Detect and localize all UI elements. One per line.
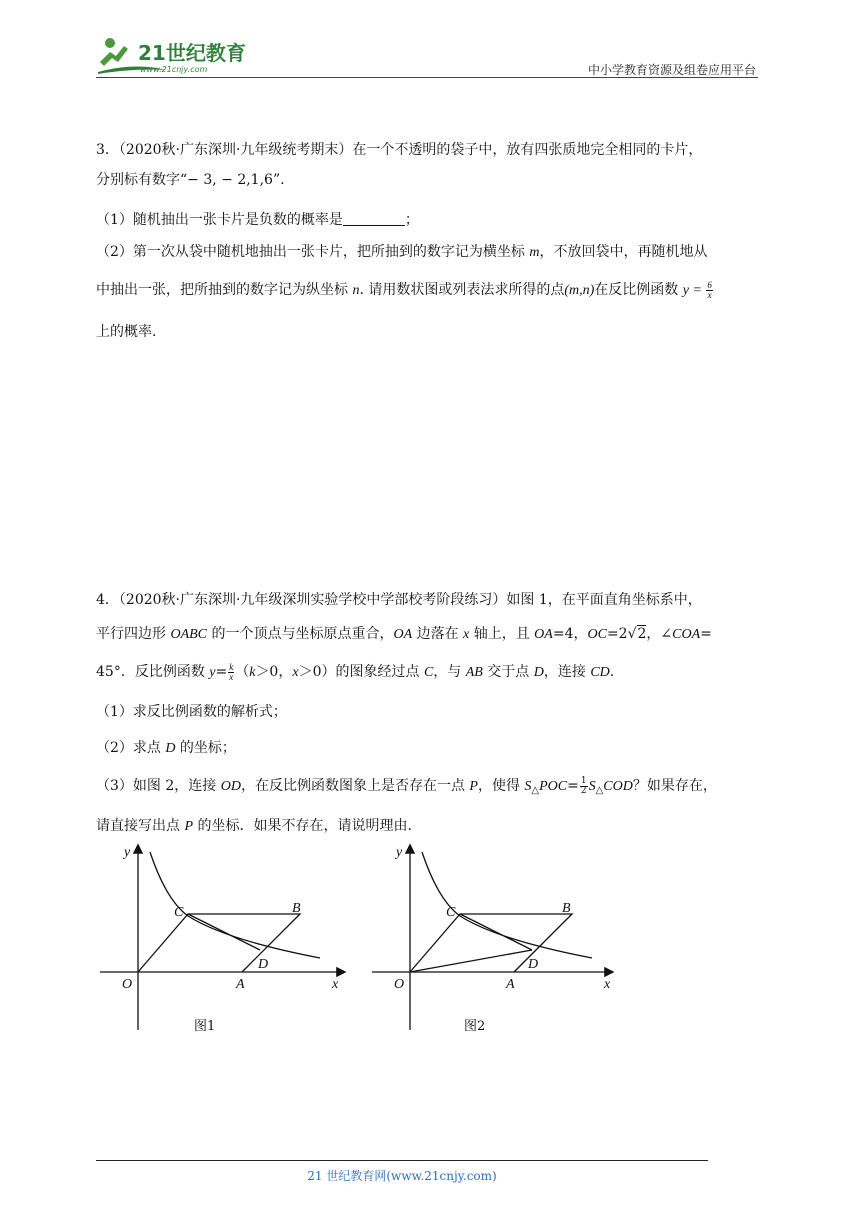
- q4-text: 轴上，且: [469, 626, 535, 642]
- q4-part1: （1）求反比例函数的解析式；: [96, 704, 287, 720]
- fraction-k-over-x: [228, 663, 234, 682]
- header-divider: [96, 77, 758, 78]
- var-oa: OA: [393, 627, 413, 642]
- q4-text: 边落在: [412, 626, 464, 642]
- q4-part3: [96, 776, 717, 801]
- fig1-parallelogram: [138, 914, 300, 972]
- var-x: x: [463, 627, 470, 642]
- header-platform-text: 中小学教育资源及组卷应用平台: [587, 63, 756, 77]
- var-y: y: [209, 665, 216, 680]
- var-n: n: [352, 283, 360, 298]
- fig2-segment-od: [410, 950, 532, 972]
- var-od: OD: [220, 779, 241, 794]
- q4-text: =4，: [552, 626, 588, 642]
- q4-text: 的坐标；: [175, 740, 236, 756]
- figure-1: [100, 846, 344, 1030]
- var-coa: COA: [672, 627, 701, 642]
- q4-text: =: [567, 778, 579, 794]
- var-oa: OA: [534, 627, 553, 642]
- fig1-segment-cd: [188, 914, 260, 950]
- q4-text: 平行四边形: [96, 626, 171, 642]
- fig1-caption: 图1: [194, 1019, 216, 1034]
- q4-text: ？如果存在，: [632, 778, 717, 794]
- q4-text: （: [235, 664, 250, 680]
- q4-text: （3）如图 2，连接: [96, 778, 221, 794]
- fraction-denominator: x: [229, 671, 234, 682]
- fig2-label-d: D: [528, 957, 539, 972]
- fraction-numerator: 1: [580, 775, 587, 786]
- logo-url: www.21cnjy.com: [140, 65, 208, 74]
- fraction-numerator: k: [229, 661, 234, 672]
- fraction-denominator: x: [707, 289, 712, 300]
- fig1-label-c: C: [174, 905, 184, 920]
- fig2-label-b: B: [562, 901, 571, 916]
- var-x: x: [292, 665, 299, 680]
- figure-2: [372, 846, 612, 1030]
- fig1-label-y: y: [124, 845, 131, 860]
- q4-text: 45°．反比例函数: [96, 664, 210, 680]
- q4-text: ＞0，: [255, 664, 293, 680]
- q4-text: ，使得: [477, 778, 525, 794]
- fig2-label-c: C: [446, 905, 456, 920]
- fraction-6-over-x: [706, 281, 713, 300]
- answer-blank: [343, 211, 405, 226]
- logo-runner-body: [100, 46, 128, 66]
- var-p: P: [469, 779, 478, 794]
- q3-part2-text-a: （2）第一次从袋中随机地抽出一张卡片，把所抽到的数字记为横坐标: [96, 244, 530, 260]
- q4-text: ＞0）的图象经过点: [298, 664, 424, 680]
- q4-text: 交于点: [482, 664, 534, 680]
- fraction-denominator: 2: [580, 785, 587, 796]
- fig2-label-o: O: [394, 977, 405, 992]
- sqrt-radicand: 2: [637, 626, 647, 642]
- var-poc: POC: [539, 779, 568, 794]
- point-mn: (m,n): [564, 283, 595, 298]
- var-m: m: [529, 245, 540, 260]
- fig2-segment-cd: [460, 914, 532, 950]
- q4-text: 请直接写出点: [96, 818, 185, 834]
- fig1-label-b: B: [292, 901, 301, 916]
- func-y: y =: [682, 283, 706, 298]
- var-oabc: OABC: [170, 627, 208, 642]
- var-p: P: [184, 819, 194, 834]
- triangle-symbol: △: [595, 785, 604, 796]
- fig1-label-d: D: [258, 957, 269, 972]
- var-s: S: [524, 779, 532, 794]
- triangle-symbol: △: [531, 785, 540, 796]
- fig2-parallelogram: [410, 914, 572, 972]
- q3-part2-text-c: 中抽出一张，把所抽到的数字记为纵坐标: [96, 282, 353, 298]
- q3-part1-text: （1）随机抽出一张卡片是负数的概率是: [96, 212, 343, 228]
- q3-part2-text-d: . 请用数状图或列表法求所得的点: [359, 282, 565, 298]
- sqrt-symbol: √: [627, 626, 637, 642]
- q4-text: ，与: [433, 664, 466, 680]
- q4-text: ，在反比例函数图象上是否存在一点: [240, 778, 470, 794]
- site-logo: [96, 34, 256, 78]
- fig2-label-x: x: [604, 977, 611, 992]
- q4-text: ，∠: [646, 626, 673, 642]
- var-d: D: [165, 741, 176, 756]
- var-cd: CD: [590, 665, 610, 680]
- fig2-caption: 图2: [464, 1019, 486, 1034]
- var-cod: COD: [603, 779, 633, 794]
- var-k: k: [249, 665, 256, 680]
- q3-line1: 3．（2020秋·广东深圳·九年级统考期末）在一个不透明的袋子中，放有四张质地完全相同的卡片，: [96, 142, 703, 158]
- q4-line3: [96, 662, 614, 683]
- figures-area: [96, 840, 636, 1040]
- fraction-numerator: 6: [707, 279, 712, 290]
- fig1-label-x: x: [332, 977, 339, 992]
- q4-text: （2）求点: [96, 740, 166, 756]
- q3-part2-text-e: 在反比例函数: [594, 282, 683, 298]
- q4-text: =: [700, 626, 712, 642]
- var-c: C: [423, 665, 434, 680]
- fig1-label-o: O: [122, 977, 133, 992]
- q4-text: 的坐标．如果不存在，请说明理由.: [193, 818, 412, 834]
- q4-text: =: [215, 664, 228, 680]
- fig2-label-a: A: [506, 977, 515, 992]
- var-s: S: [588, 779, 596, 794]
- logo-runner-head: [105, 38, 115, 48]
- logo-text: 21世纪教育: [138, 41, 246, 65]
- figures-svg: [96, 840, 636, 1040]
- var-oc: OC: [587, 627, 607, 642]
- q4-text: 的一个顶点与坐标原点重合，: [207, 626, 394, 642]
- fig1-label-a: A: [236, 977, 245, 992]
- q3-part2-line1: [96, 242, 707, 263]
- q3-part2-line3: 上的概率.: [96, 324, 157, 340]
- q3-part2-text-b: ，不放回袋中，再随机地从: [539, 244, 708, 260]
- q3-part1-end: ；: [404, 212, 419, 228]
- q4-line2: [96, 624, 712, 645]
- q4-text: =2: [606, 626, 628, 642]
- fraction-one-half: [580, 777, 588, 796]
- q3-part2-line2: [96, 280, 714, 301]
- logo-graphic: [96, 34, 256, 78]
- q3-line2: 分别标有数字“− 3, − 2,1,6”.: [96, 172, 285, 188]
- q4-part3-line2: [96, 816, 412, 837]
- var-d: D: [533, 665, 544, 680]
- var-ab: AB: [465, 665, 483, 680]
- q4-line1: 4．（2020秋·广东深圳·九年级深圳实验学校中学部校考阶段练习）如图 1，在平面直角坐标系中，: [96, 592, 702, 608]
- q4-text: .: [609, 664, 615, 680]
- q4-part2: [96, 738, 236, 759]
- q3-part1: [96, 210, 419, 230]
- fig2-label-y: y: [396, 845, 403, 860]
- q4-text: ，连接: [543, 664, 591, 680]
- footer-divider: [96, 1160, 708, 1161]
- footer-link[interactable]: 21 世纪教育网(www.21cnjy.com): [307, 1169, 497, 1183]
